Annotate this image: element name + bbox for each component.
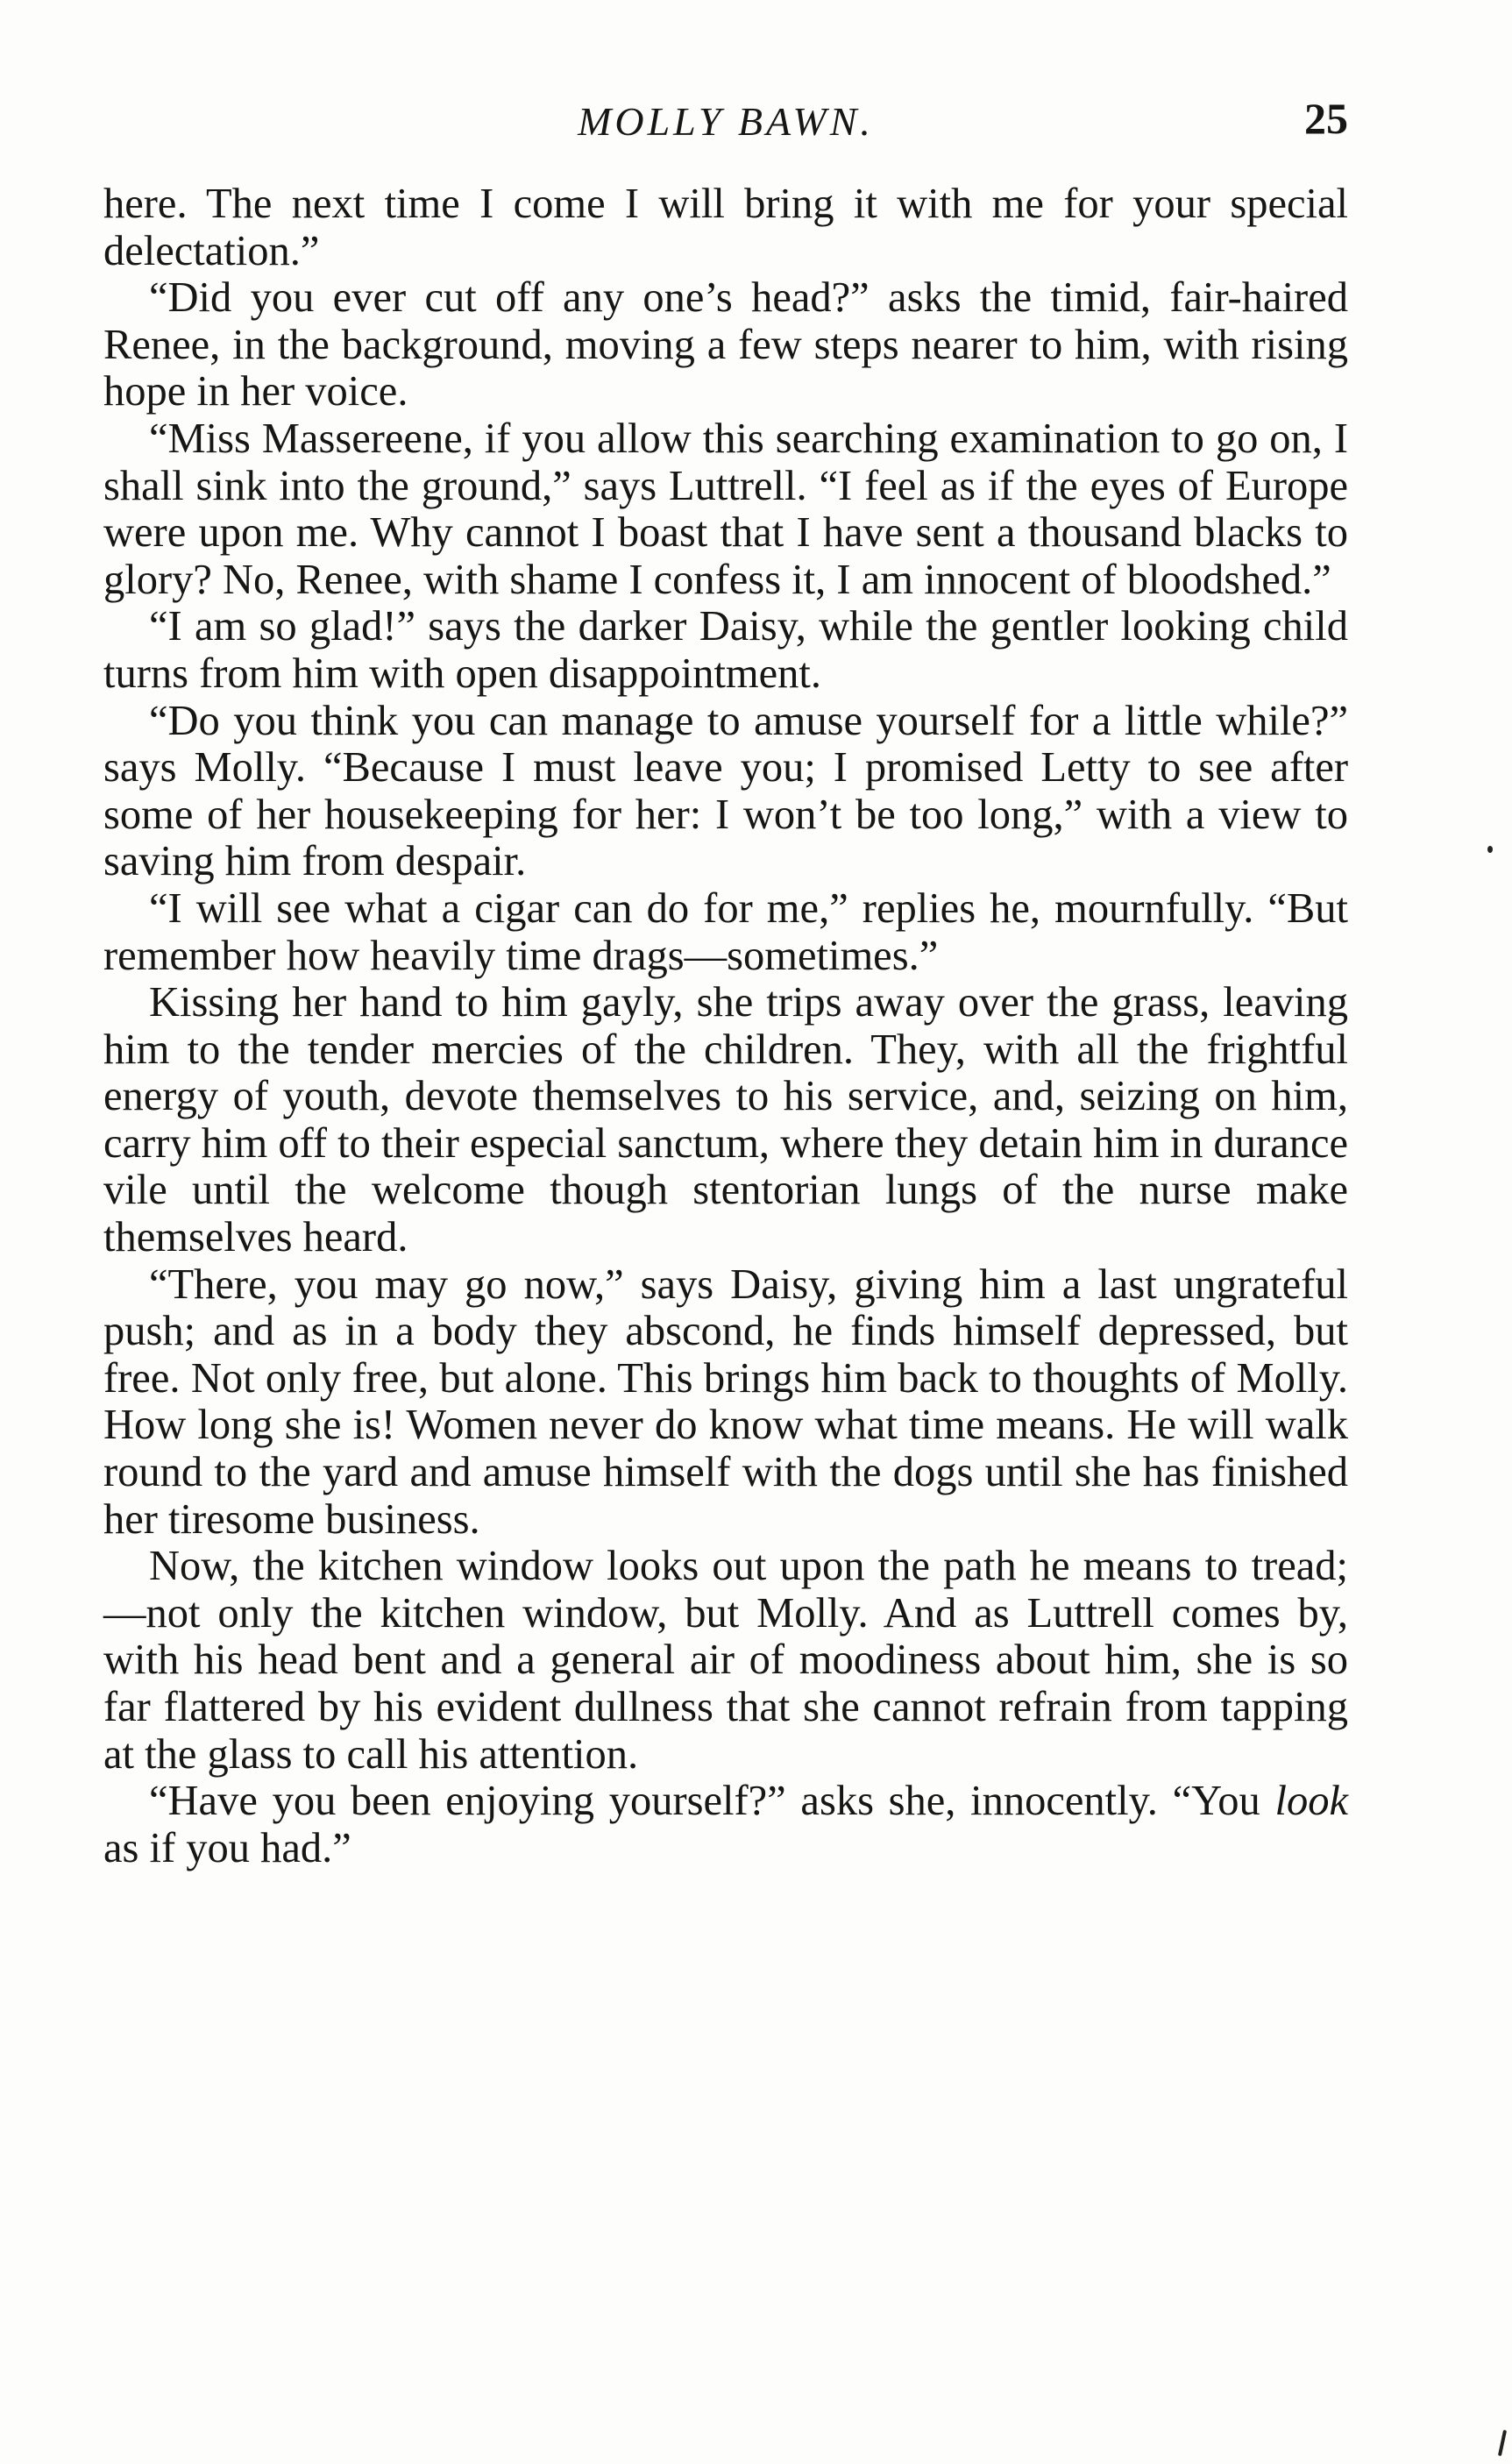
- paragraph: Kissing her hand to him gayly, she trips away over the grass, leaving him to the tender mercies of the children. They, with all the frightful energy of youth, devote themselves to his service, and, seizing on him, carry him off to their especial sanctum, where they detain him in durance vile until the welcome though stentorian lungs of the nurse make themselves heard.: [103, 979, 1348, 1261]
- paragraph: “Do you think you can manage to amuse yourself for a little while?” says Molly. “Because I must leave you; I promised Letty to see after some of her housekeeping for her: I won’t be too long,” with a view to saving him from despair.: [103, 697, 1348, 885]
- paragraph: “Miss Massereene, if you allow this searching examination to go on, I shall sink into the ground,” says Luttrell. “I feel as if the eyes of Europe were upon me. Why cannot I boast that I have sent a thousand blacks to glory? No, Renee, with shame I confess it, I am innocent of bloodshed.”: [103, 415, 1348, 603]
- paragraph: “I will see what a cigar can do for me,” replies he, mournfully. “But remember how heavily time drags—sometimes.”: [103, 884, 1348, 979]
- page-number: 25: [1304, 94, 1348, 143]
- last-paragraph-end: as if you had.”: [103, 1824, 351, 1871]
- emphasized-word: look: [1274, 1778, 1348, 1825]
- body-text: [103, 181, 1348, 1871]
- running-title: MOLLY BAWN.: [578, 99, 874, 144]
- margin-speck: [1487, 846, 1493, 853]
- paragraph: “There, you may go now,” says Daisy, giving him a last ungrateful push; and as in a body they abscond, he finds himself depressed, but free. Not only free, but alone. This brings him back to thoughts of Molly. How long she is! Women never do know what time means. He will walk round to the yard and amuse himself with the dogs until she has finished her tiresome business.: [103, 1260, 1348, 1543]
- last-paragraph: [103, 1778, 1348, 1871]
- last-paragraph-start: “Have you been enjoying yourself?” asks she, innocently. “You: [149, 1778, 1275, 1825]
- paragraph: “I am so glad!” says the darker Daisy, while the gentler looking child turns from him with open disappointment.: [103, 603, 1348, 697]
- paragraph: Now, the kitchen window looks out upon the path he means to tread;—not only the kitchen window, but Molly. And as Luttrell comes by, with his head bent and a general air of moodiness about him, she is so far flattered by his evident dullness that she cannot refrain from tapping at the glass to call his attention.: [103, 1543, 1348, 1778]
- corner-mark: [1498, 2430, 1507, 2456]
- paragraph: here. The next time I come I will bring it with me for your special delectation.”: [103, 181, 1348, 274]
- paragraph: “Did you ever cut off any one’s head?” asks the timid, fair-haired Renee, in the background, moving a few steps nearer to him, with rising hope in her voice.: [103, 274, 1348, 415]
- running-head: [103, 94, 1348, 151]
